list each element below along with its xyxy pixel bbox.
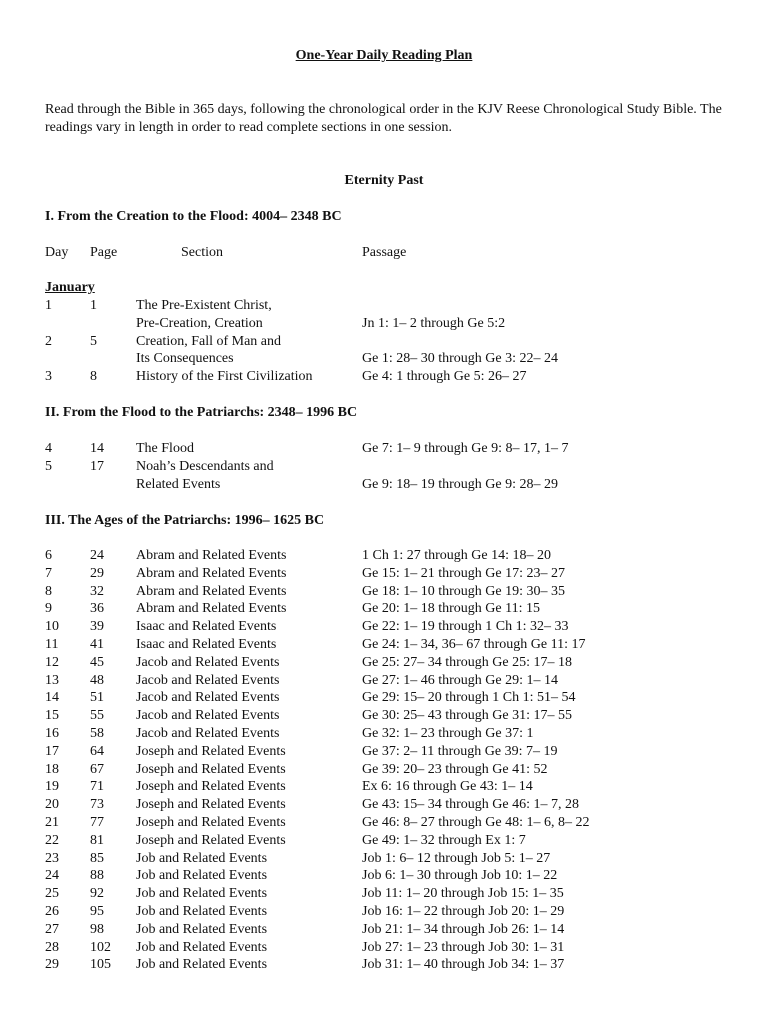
day-cell: 21 (45, 814, 59, 830)
table-row (45, 672, 735, 690)
passage-cell: Job 27: 1– 23 through Job 30: 1– 31 (362, 939, 565, 955)
day-cell: 7 (45, 565, 52, 581)
section-cell-line: Joseph and Related Events (136, 743, 286, 759)
page-cell: 102 (90, 939, 111, 955)
section-heading-2: II. From the Flood to the Patriarchs: 2348– 1996 BC (45, 405, 358, 420)
section-cell (136, 778, 286, 796)
reading-table-section-3 (45, 547, 735, 974)
page-cell: 95 (90, 903, 104, 919)
table-row (45, 743, 735, 761)
day-cell: 12 (45, 654, 59, 670)
section-cell (136, 636, 276, 654)
passage-cell: Ge 20: 1– 18 through Ge 11: 15 (362, 601, 540, 617)
section-cell-line: Jacob and Related Events (136, 725, 280, 741)
section-cell (136, 885, 267, 903)
passage-cell: Jn 1: 1– 2 through Ge 5:2 (362, 315, 506, 331)
section-cell (136, 796, 286, 814)
section-cell-line: Joseph and Related Events (136, 832, 286, 848)
day-cell: 8 (45, 583, 52, 599)
page-cell: 8 (90, 369, 97, 385)
day-cell: 10 (45, 619, 59, 635)
passage-cell: Ge 24: 1– 34, 36– 67 through Ge 11: 17 (362, 636, 586, 652)
section-cell-line: The Flood (136, 441, 194, 456)
day-cell: 27 (45, 921, 59, 937)
passage-cell: Job 11: 1– 20 through Job 15: 1– 35 (362, 886, 564, 902)
reading-table-section-1 (45, 297, 735, 386)
passage-cell: Ge 39: 20– 23 through Ge 41: 52 (362, 761, 548, 777)
table-row (45, 297, 735, 333)
day-cell: 20 (45, 797, 59, 813)
passage-cell: Job 6: 1– 30 through Job 10: 1– 22 (362, 868, 558, 884)
section-cell (136, 333, 281, 369)
section-cell (136, 814, 286, 832)
section-cell-line: Abram and Related Events (136, 565, 287, 581)
section-cell (136, 547, 286, 565)
table-row (45, 885, 735, 903)
page-cell: 55 (90, 708, 104, 724)
section-cell (136, 689, 279, 707)
section-cell (136, 761, 286, 779)
section-cell-line: Abram and Related Events (136, 548, 287, 563)
day-cell: 22 (45, 832, 59, 848)
passage-cell: 1 Ch 1: 27 through Ge 14: 18– 20 (362, 548, 551, 563)
column-header-section: Section (181, 245, 223, 260)
section-cell-line: Job and Related Events (136, 921, 268, 937)
section-cell (136, 297, 272, 333)
section-cell-line: Isaac and Related Events (136, 636, 277, 652)
section-cell (136, 707, 279, 725)
column-header-page: Page (90, 245, 118, 260)
passage-cell: Ge 29: 15– 20 through 1 Ch 1: 51– 54 (362, 690, 576, 706)
table-row (45, 956, 735, 974)
section-cell-line: Jacob and Related Events (136, 654, 280, 670)
section-cell-line: The Pre-Existent Christ, (136, 298, 272, 313)
section-cell (136, 600, 286, 618)
section-cell-line: Jacob and Related Events (136, 708, 280, 724)
page-cell: 14 (90, 441, 104, 456)
section-cell-line: Job and Related Events (136, 957, 268, 973)
table-row (45, 707, 735, 725)
day-cell: 1 (45, 298, 52, 313)
day-cell: 2 (45, 333, 52, 349)
page-cell: 24 (90, 548, 104, 563)
day-cell: 26 (45, 903, 59, 919)
page-cell: 71 (90, 779, 104, 795)
page-cell: 32 (90, 583, 104, 599)
table-row (45, 921, 735, 939)
table-row (45, 778, 735, 796)
column-header-row (45, 244, 735, 262)
section-cell-line: Job and Related Events (136, 903, 268, 919)
passage-cell: Ex 6: 16 through Ge 43: 1– 14 (362, 779, 533, 795)
passage-cell: Job 1: 6– 12 through Job 5: 1– 27 (362, 850, 551, 866)
section-heading-3: III. The Ages of the Patriarchs: 1996– 1625 BC (45, 513, 325, 528)
day-cell: 3 (45, 369, 52, 385)
table-row (45, 636, 735, 654)
page-cell: 48 (90, 672, 104, 688)
page-cell: 98 (90, 921, 104, 937)
section-cell (136, 583, 286, 601)
section-cell (136, 832, 286, 850)
section-cell-line: Job and Related Events (136, 886, 268, 902)
section-cell (136, 956, 267, 974)
section-cell-line: Jacob and Related Events (136, 690, 280, 706)
section-cell-line: Joseph and Related Events (136, 814, 286, 830)
passage-cell: Ge 37: 2– 11 through Ge 39: 7– 19 (362, 743, 558, 759)
page-title: One-Year Daily Reading Plan (295, 48, 473, 63)
table-row (45, 600, 735, 618)
section-cell (136, 672, 279, 690)
section-cell-line: Job and Related Events (136, 939, 268, 955)
section-cell (136, 867, 267, 885)
section-cell (136, 565, 286, 583)
section-cell (136, 850, 267, 868)
day-cell: 17 (45, 743, 59, 759)
passage-cell: Ge 30: 25– 43 through Ge 31: 17– 55 (362, 708, 572, 724)
table-row (45, 583, 735, 601)
page-cell: 45 (90, 654, 104, 670)
page-cell: 77 (90, 814, 104, 830)
column-header-day: Day (45, 245, 69, 260)
page-cell: 105 (90, 957, 111, 973)
table-row (45, 689, 735, 707)
table-row (45, 333, 735, 369)
section-cell (136, 618, 276, 636)
page-cell: 58 (90, 725, 104, 741)
section-cell-line: Related Events (136, 476, 221, 492)
section-cell-line: Joseph and Related Events (136, 761, 286, 777)
day-cell: 11 (45, 636, 59, 652)
day-cell: 28 (45, 939, 59, 955)
era-heading: Eternity Past (344, 173, 424, 188)
table-row (45, 440, 735, 458)
section-cell (136, 939, 267, 957)
passage-cell: Ge 46: 8– 27 through Ge 48: 1– 6, 8– 22 (362, 814, 590, 830)
day-cell: 9 (45, 601, 52, 617)
passage-cell: Job 21: 1– 34 through Job 26: 1– 14 (362, 921, 565, 937)
month-heading: January (45, 280, 95, 295)
page-cell: 36 (90, 601, 104, 617)
table-row (45, 725, 735, 743)
section-cell (136, 654, 279, 672)
passage-cell: Ge 32: 1– 23 through Ge 37: 1 (362, 725, 534, 741)
table-row (45, 565, 735, 583)
section-cell (136, 368, 313, 386)
page-cell: 85 (90, 850, 104, 866)
section-cell-line: Noah’s Descendants and (136, 458, 274, 474)
table-row (45, 654, 735, 672)
section-cell (136, 743, 286, 761)
section-cell-line: Abram and Related Events (136, 583, 287, 599)
passage-cell: Ge 7: 1– 9 through Ge 9: 8– 17, 1– 7 (362, 441, 569, 456)
page-cell: 73 (90, 797, 104, 813)
section-cell-line: Jacob and Related Events (136, 672, 280, 688)
section-cell-line: Job and Related Events (136, 868, 268, 884)
passage-cell: Ge 18: 1– 10 through Ge 19: 30– 35 (362, 583, 565, 599)
day-cell: 23 (45, 850, 59, 866)
table-row (45, 903, 735, 921)
section-cell (136, 458, 274, 494)
section-cell-line: Isaac and Related Events (136, 619, 277, 635)
day-cell: 13 (45, 672, 59, 688)
section-cell-line: Creation, Fall of Man and (136, 333, 282, 349)
day-cell: 29 (45, 957, 59, 973)
day-cell: 19 (45, 779, 59, 795)
intro-paragraph: Read through the Bible in 365 days, following the chronological order in the KJV Reese Chronological Study Bible. The readings vary in length in order to read complete sections in one session. (45, 102, 722, 135)
day-cell: 24 (45, 868, 59, 884)
page-cell: 29 (90, 565, 104, 581)
table-row (45, 547, 735, 565)
section-cell (136, 903, 267, 921)
table-row (45, 850, 735, 868)
section-cell-line: Its Consequences (136, 351, 234, 367)
section-cell-line: Joseph and Related Events (136, 797, 286, 813)
day-cell: 15 (45, 708, 59, 724)
passage-cell: Job 31: 1– 40 through Job 34: 1– 37 (362, 957, 565, 973)
page-cell: 67 (90, 761, 104, 777)
passage-cell: Ge 9: 18– 19 through Ge 9: 28– 29 (362, 476, 558, 492)
section-cell-line: Pre-Creation, Creation (136, 315, 263, 331)
page-cell: 81 (90, 832, 104, 848)
passage-cell: Ge 43: 15– 34 through Ge 46: 1– 7, 28 (362, 797, 579, 813)
table-row (45, 832, 735, 850)
passage-cell: Ge 15: 1– 21 through Ge 17: 23– 27 (362, 565, 565, 581)
column-header-passage: Passage (362, 245, 407, 260)
table-row (45, 761, 735, 779)
reading-table-section-2 (45, 440, 735, 493)
table-row (45, 796, 735, 814)
day-cell: 14 (45, 690, 59, 706)
day-cell: 25 (45, 886, 59, 902)
day-cell: 4 (45, 441, 52, 456)
section-cell-line: Joseph and Related Events (136, 779, 286, 795)
page-cell: 88 (90, 868, 104, 884)
page-cell: 39 (90, 619, 104, 635)
section-cell-line: Job and Related Events (136, 850, 268, 866)
table-row (45, 814, 735, 832)
table-row (45, 368, 735, 386)
section-heading-1: I. From the Creation to the Flood: 4004– 2348 BC (45, 209, 342, 224)
passage-cell: Ge 49: 1– 32 through Ex 1: 7 (362, 832, 526, 848)
passage-cell: Ge 1: 28– 30 through Ge 3: 22– 24 (362, 351, 558, 367)
passage-cell: Job 16: 1– 22 through Job 20: 1– 29 (362, 903, 565, 919)
passage-cell: Ge 4: 1 through Ge 5: 26– 27 (362, 369, 527, 385)
table-row (45, 618, 735, 636)
passage-cell: Ge 22: 1– 19 through 1 Ch 1: 32– 33 (362, 619, 569, 635)
table-row (45, 867, 735, 885)
page-cell: 41 (90, 636, 104, 652)
page-cell: 51 (90, 690, 104, 706)
day-cell: 18 (45, 761, 59, 777)
passage-cell: Ge 25: 27– 34 through Ge 25: 17– 18 (362, 654, 572, 670)
section-cell (136, 440, 194, 458)
day-cell: 6 (45, 548, 52, 563)
day-cell: 5 (45, 458, 52, 474)
day-cell: 16 (45, 725, 59, 741)
table-row (45, 458, 735, 494)
page-cell: 64 (90, 743, 104, 759)
section-cell-line: Abram and Related Events (136, 601, 287, 617)
page-cell: 5 (90, 333, 97, 349)
table-row (45, 939, 735, 957)
page-cell: 1 (90, 298, 97, 313)
section-cell (136, 921, 267, 939)
section-cell-line: History of the First Civilization (136, 369, 313, 385)
section-cell (136, 725, 279, 743)
page-cell: 92 (90, 886, 104, 902)
passage-cell: Ge 27: 1– 46 through Ge 29: 1– 14 (362, 672, 558, 688)
page-cell: 17 (90, 458, 104, 474)
